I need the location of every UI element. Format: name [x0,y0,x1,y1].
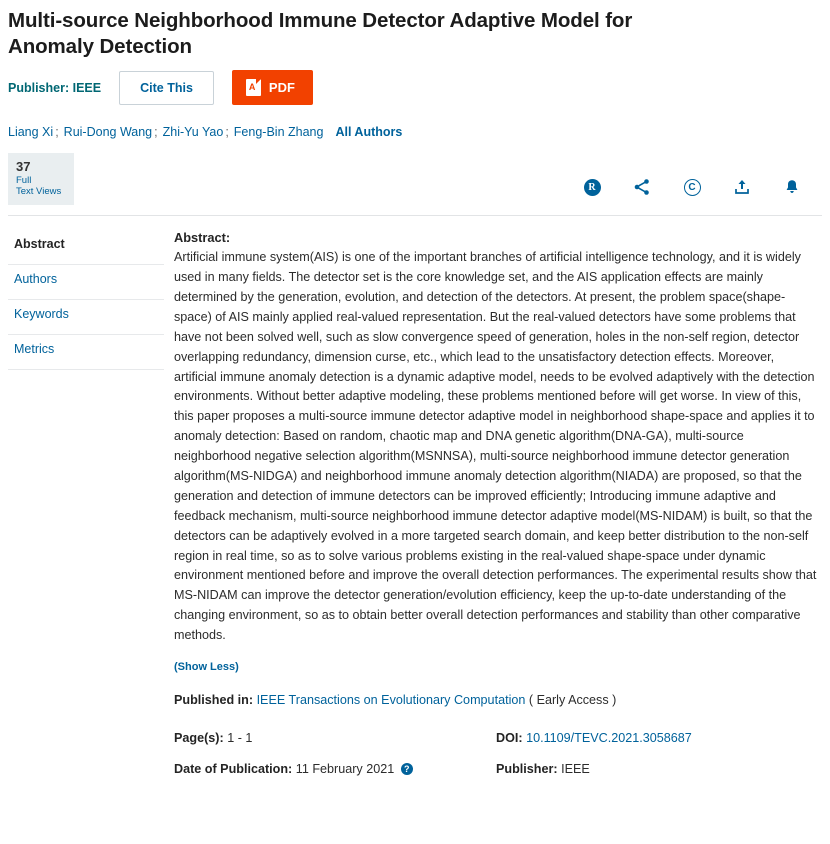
abstract-heading: Abstract: [174,230,231,246]
pdf-download-button[interactable] [232,70,313,105]
sidebar-item-metrics[interactable]: Metrics [8,335,164,370]
doi-label: DOI: [496,731,523,746]
content-columns [8,230,822,793]
pages-label: Page(s): [174,731,224,746]
publisher-inline-label: Publisher: [8,80,70,95]
section-divider [8,215,822,216]
publication-metadata [174,731,818,793]
share-icon[interactable] [632,177,652,197]
publisher-value: IEEE [561,762,590,777]
author-link-1[interactable]: Liang Xi [8,125,54,140]
show-less-toggle[interactable]: (Show Less) [174,661,239,674]
sidebar-item-authors[interactable]: Authors [8,265,164,300]
date-of-publication-value: 11 February 2021 [295,762,395,777]
abstract-text: Artificial immune system(AIS) is one of the important branches of artificial intelligence technology, and it is widely used in many fields. The detector set is the core knowledge set, and the AIS application effects are mainly determined by the generation, evolution, and detection of the detectors. At present, the problem space(shape-space) of AIS mainly applied real-valued representation. But the real-valued detectors have some problems that have not been solved well, such as slow convergence speed of generation, holes in the non-self region, detector overlapping redundancy, dimension curse, etc., which lead to the unsatisfactory detection effects. Moreover, artificial immune anomaly detection is a dynamic adaptive model, needs to be evolved adaptively with the detection environments. Without better adaptive modeling, these problems mentioned before will get worse. In view of this, this paper proposes a multi-source immune detector adaptive model in neighborhood shape-space and applies it to anomaly detection: Based on random, chaotic map and DNA genetic algorithm(DNA-GA), multi-source neighborhood negative selection algorithm(MSNNSA), multi-source neighborhood immune detector generation algorithm(MS-NIDGA) and neighborhood immune anomaly detection algorithm(NIADA) are proposed, so that the generation and detection of immune detectors can be improved efficiently; Introducing immune adaptive and feedback mechanism, multi-source neighborhood immune detector adaptive model(MS-NIDAM) is built, so that the detectors can be adaptively evolved in a more targeted search domain, and keep better distribution to the non-self region in real time, so as to solve various problems existing in the real-valued shape-space under dynamic environment mentioned before and improve the overall detection performances. The experimental results show that MS-NIDAM can improve the detector generation/evolution efficiency, keep the up-to-date understanding of the changing environment, so as to obtain better overall detection performances and stability than other comparative methods. [174,250,817,643]
pages-value: 1 - 1 [227,731,253,746]
copyright-glyph: C [684,179,701,196]
author-link-4[interactable]: Feng-Bin Zhang [233,125,324,140]
publisher-label: Publisher: [496,762,558,777]
doi-link[interactable]: 10.1109/TEVC.2021.3058687 [526,731,692,746]
page-title: Multi-source Neighborhood Immune Detector Adaptive Model for Anomaly Detection [8,9,633,59]
publisher-inline [8,81,101,95]
copyright-icon[interactable] [682,177,702,197]
full-text-views-badge[interactable] [8,153,74,205]
export-icon[interactable] [732,177,752,197]
publisher-actions-row [8,70,822,105]
date-of-publication-label: Date of Publication: [174,762,293,777]
published-in-row [174,693,818,707]
metadata-right-column [496,731,818,793]
date-of-publication-row [174,762,496,776]
doi-row [496,731,818,745]
journal-link[interactable]: IEEE Transactions on Evolutionary Computation [256,693,526,708]
publisher-inline-value: IEEE [72,80,102,95]
author-link-2[interactable]: Rui-Dong Wang [63,125,153,140]
metadata-left-column [174,731,496,793]
metrics-and-actions-row [8,153,822,205]
full-text-views-label-line1[interactable]: Full [16,174,32,186]
sidebar-item-keywords[interactable]: Keywords [8,300,164,335]
published-in-label: Published in: [174,693,254,708]
pdf-file-icon: A [246,79,261,96]
pdf-button-label: PDF [268,80,295,96]
help-icon[interactable]: ? [401,763,413,775]
author-link-3[interactable]: Zhi-Yu Yao [162,125,224,140]
researchgate-icon[interactable] [582,177,602,197]
abstract-section [174,230,822,793]
pages-row [174,731,496,745]
author-separator-2: ; [154,125,158,140]
authors-list [8,125,822,139]
action-icon-bar [582,177,822,197]
section-nav [8,230,174,793]
publication-status: ( Early Access ) [528,693,617,708]
all-authors-toggle[interactable]: All Authors [335,125,403,140]
alerts-bell-icon[interactable] [782,177,802,197]
cite-this-button[interactable]: Cite This [119,71,214,105]
author-separator-1: ; [55,125,59,140]
publisher-row [496,762,818,776]
author-separator-3: ; [225,125,229,140]
sidebar-item-abstract[interactable]: Abstract [8,230,164,265]
researchgate-glyph: R [584,179,601,196]
full-text-views-label-line2[interactable]: Text Views [16,186,62,197]
full-text-views-count: 37 [16,159,31,175]
